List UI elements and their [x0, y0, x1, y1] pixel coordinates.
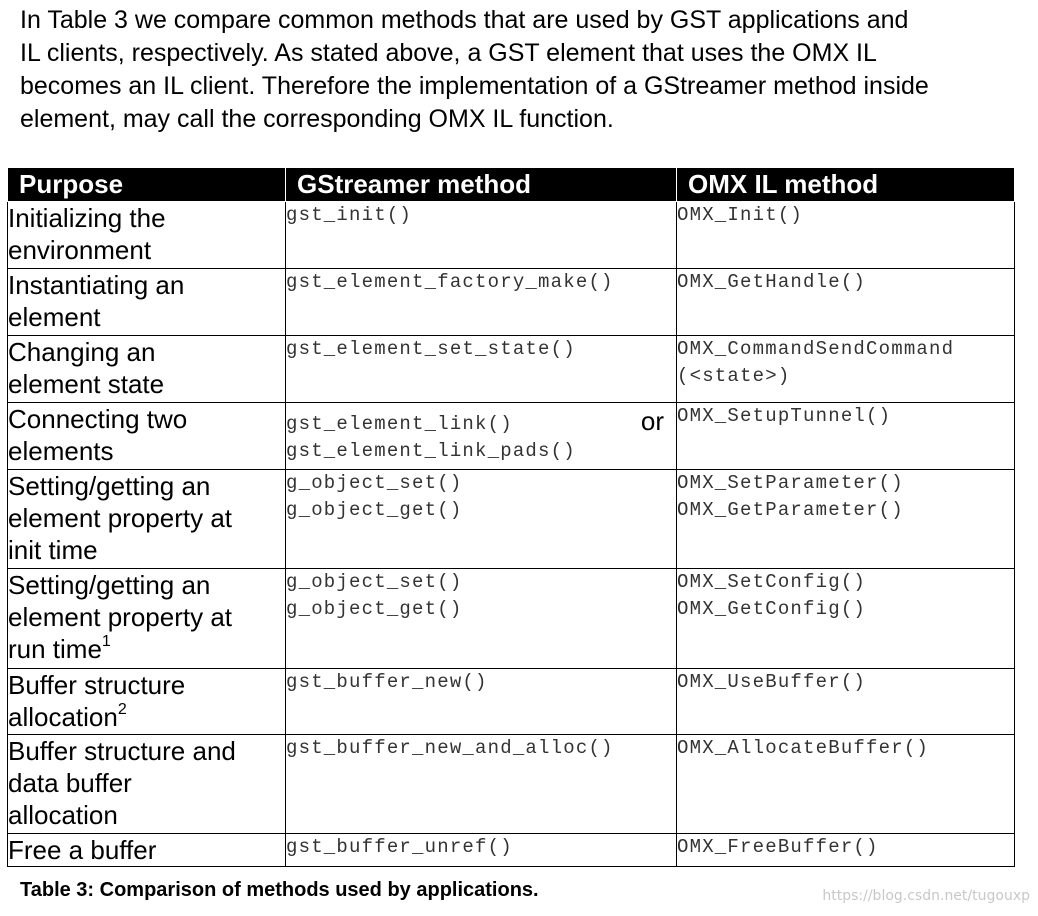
gstreamer-method-cell: gst_buffer_unref(): [286, 834, 677, 867]
purpose-cell: Changing an element state: [8, 336, 286, 403]
table-row: [8, 834, 1015, 867]
table-row: [8, 569, 1015, 669]
omx-method-cell: OMX_UseBuffer(): [677, 669, 1015, 735]
gstreamer-method-cell: gst_buffer_new(): [286, 669, 677, 735]
intro-paragraph: [20, 4, 1038, 136]
table-row: [8, 269, 1015, 336]
purpose-cell: Buffer structure and data buffer allocation: [8, 735, 286, 834]
gstreamer-method-cell: g_object_set() g_object_get(): [286, 569, 677, 669]
purpose-cell: Connecting two elements: [8, 403, 286, 470]
omx-method-cell: OMX_AllocateBuffer(): [677, 735, 1015, 834]
gstreamer-method-cell: g_object_set() g_object_get(): [286, 470, 677, 569]
omx-method-cell: OMX_GetHandle(): [677, 269, 1015, 336]
table-caption: Table 3: Comparison of methods used by applications.: [20, 879, 539, 901]
footnote-marker: 1: [101, 633, 111, 650]
intro-line: IL clients, respectively. As stated above, a GST element that uses the OMX IL: [20, 39, 877, 67]
table-row: [8, 403, 1015, 470]
table-row: [8, 202, 1015, 269]
header-purpose: Purpose: [8, 168, 286, 202]
header-gstreamer-method: GStreamer method: [286, 168, 677, 202]
omx-method-cell: OMX_FreeBuffer(): [677, 834, 1015, 867]
table-row: [8, 336, 1015, 403]
intro-line: element, may call the corresponding OMX IL function.: [20, 105, 614, 133]
purpose-cell: Free a buffer: [8, 834, 286, 867]
gstreamer-method-cell: gst_element_factory_make(): [286, 269, 677, 336]
table-header-row: [8, 168, 1015, 202]
header-omx-il-method: OMX IL method: [677, 168, 1015, 202]
table-row: [8, 735, 1015, 834]
omx-method-cell: OMX_SetupTunnel(): [677, 403, 1015, 470]
intro-line: becomes an IL client. Therefore the implementation of a GStreamer method inside: [20, 72, 929, 100]
omx-method-cell: OMX_Init(): [677, 202, 1015, 269]
watermark-text: https://blog.csdn.net/tugouxp: [822, 888, 1030, 904]
purpose-cell: Setting/getting an element property at run time$^1$: [8, 569, 286, 669]
intro-line: In Table 3 we compare common methods that are used by GST applications and: [20, 6, 909, 34]
purpose-cell: Instantiating an element: [8, 269, 286, 336]
footnote-marker: 2: [117, 701, 127, 718]
comparison-table: [7, 167, 1015, 867]
purpose-cell: Buffer structure allocation$^2$: [8, 669, 286, 735]
gst-link-method: gst_element_link(): [286, 413, 513, 435]
purpose-cell: Setting/getting an element property at init time: [8, 470, 286, 569]
gstreamer-method-cell: gst_buffer_new_and_alloc(): [286, 735, 677, 834]
or-connector: or: [640, 406, 664, 436]
gstreamer-method-cell: gst_element_set_state(): [286, 336, 677, 403]
gstreamer-method-cell: gst_init(): [286, 202, 677, 269]
purpose-cell: Initializing the environment: [8, 202, 286, 269]
omx-method-cell: OMX_CommandSendCommand (<state>): [677, 336, 1015, 403]
gstreamer-method-cell: gst_element_link() or gst_element_link_pads(): [286, 403, 677, 470]
omx-method-cell: OMX_SetParameter() OMX_GetParameter(): [677, 470, 1015, 569]
table-row: [8, 470, 1015, 569]
table-row: [8, 669, 1015, 735]
omx-method-cell: OMX_SetConfig() OMX_GetConfig(): [677, 569, 1015, 669]
